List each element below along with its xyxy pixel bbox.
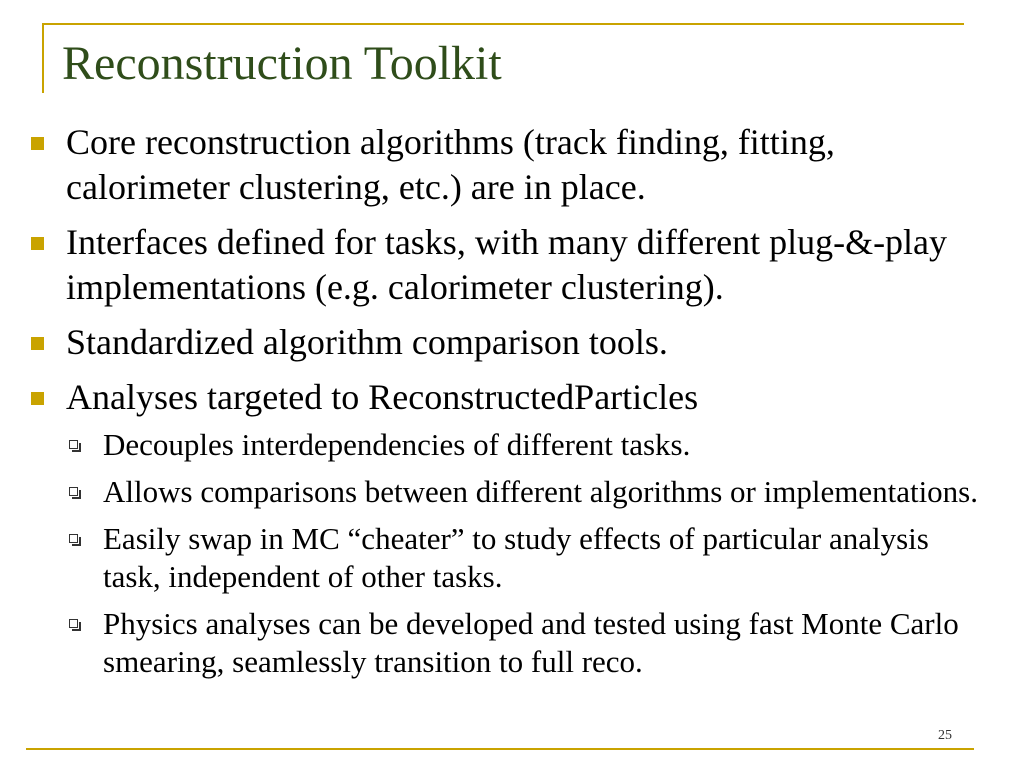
bullet-text: Core reconstruction algorithms (track finding, fitting, calorimeter clustering, etc.) are in place.	[66, 122, 835, 207]
sub-bullet-text: Physics analyses can be developed and tested using fast Monte Carlo smearing, seamlessly transition to full reco.	[103, 606, 959, 679]
sub-bullet-item	[26, 426, 994, 464]
bullet-item	[26, 120, 994, 210]
hollow-square-bullet-icon	[69, 487, 78, 496]
bullet-item	[26, 220, 994, 310]
bullet-item	[26, 320, 994, 365]
square-bullet-icon	[31, 237, 44, 250]
bullet-text: Interfaces defined for tasks, with many different plug-&-play implementations (e.g. calorimeter clustering).	[66, 222, 948, 307]
sub-bullet-item	[26, 520, 994, 596]
slide-body	[26, 120, 994, 690]
hollow-square-bullet-icon	[69, 440, 78, 449]
sub-bullet-text: Decouples interdependencies of different tasks.	[103, 427, 691, 462]
square-bullet-icon	[31, 137, 44, 150]
bullet-item	[26, 375, 994, 420]
sub-bullet-item	[26, 473, 994, 511]
frame-left-rule	[42, 23, 44, 93]
sub-bullet-text: Easily swap in MC “cheater” to study effects of particular analysis task, independent of other tasks.	[103, 521, 929, 594]
square-bullet-icon	[31, 337, 44, 350]
slide-title: Reconstruction Toolkit	[62, 37, 502, 90]
frame-bottom-rule	[26, 748, 974, 750]
page-number: 25	[938, 728, 952, 743]
sub-bullet-text: Allows comparisons between different algorithms or implementations.	[103, 474, 978, 509]
frame-top-rule	[42, 23, 964, 25]
bullet-text: Analyses targeted to ReconstructedParticles	[66, 377, 699, 417]
sub-bullet-item	[26, 605, 994, 681]
square-bullet-icon	[31, 392, 44, 405]
hollow-square-bullet-icon	[69, 619, 78, 628]
bullet-text: Standardized algorithm comparison tools.	[66, 322, 668, 362]
hollow-square-bullet-icon	[69, 534, 78, 543]
